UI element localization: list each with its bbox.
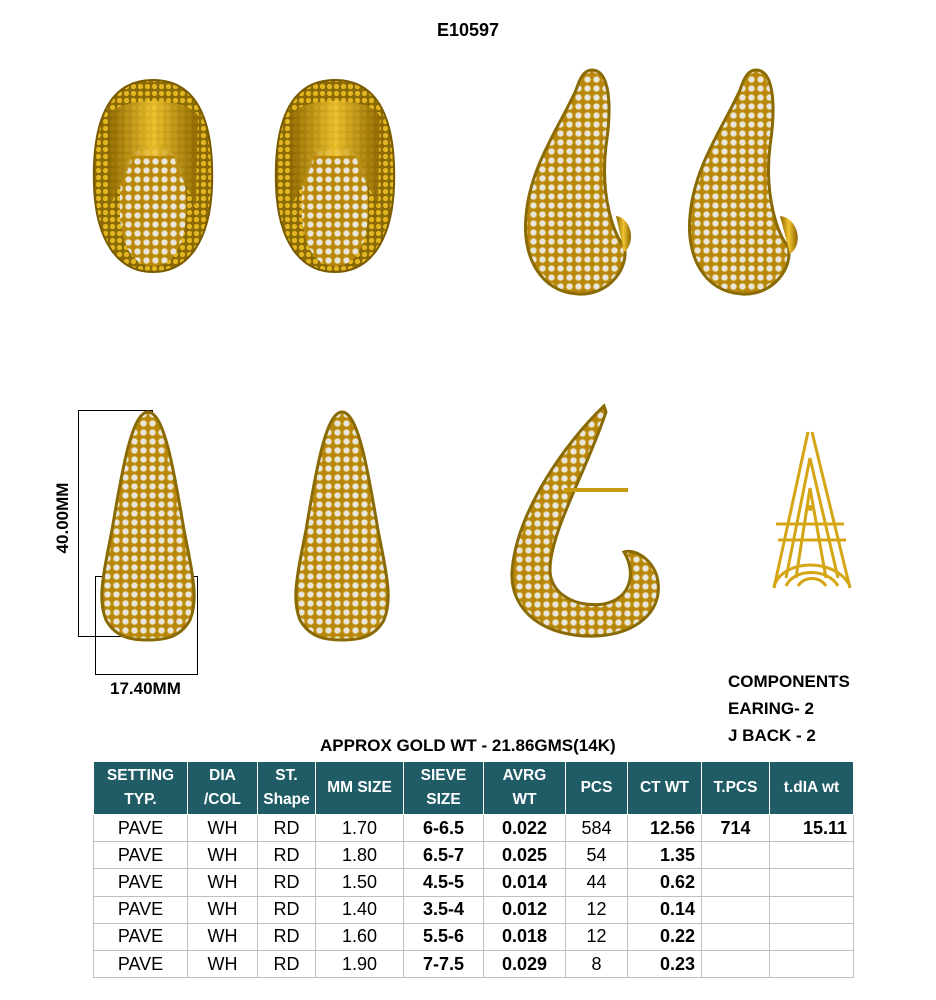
- table-row: [94, 869, 854, 896]
- earring-front-view-right: [270, 76, 400, 274]
- table-cell: 12.56: [628, 815, 702, 842]
- col-header-setting: SETTING TYP.: [94, 762, 188, 815]
- table-cell: WH: [188, 896, 258, 923]
- table-cell: WH: [188, 869, 258, 896]
- table-cell: RD: [258, 815, 316, 842]
- col-header-stone-shape: ST. Shape: [258, 762, 316, 815]
- components-heading: COMPONENTS: [728, 672, 850, 691]
- table-cell: 1.60: [316, 923, 404, 950]
- col-header-total-dia-wt: t.dIA wt: [770, 762, 854, 815]
- table-cell: WH: [188, 842, 258, 869]
- gold-weight-label: APPROX GOLD WT - 21.86GMS(14K): [320, 736, 616, 755]
- col-header-avrg-wt: AVRG WT: [484, 762, 566, 815]
- table-cell: PAVE: [94, 869, 188, 896]
- table-cell: 0.62: [628, 869, 702, 896]
- earring-side-view-left: [520, 66, 640, 298]
- table-header-row: [94, 762, 854, 815]
- table-cell: 0.029: [484, 950, 566, 977]
- table-cell: [770, 842, 854, 869]
- col-header-dia-col: DIA /COL: [188, 762, 258, 815]
- table-cell: 8: [566, 950, 628, 977]
- table-cell: WH: [188, 950, 258, 977]
- table-cell: [702, 896, 770, 923]
- table-cell: 3.5-4: [404, 896, 484, 923]
- table-cell: 1.40: [316, 896, 404, 923]
- table-row: [94, 815, 854, 842]
- table-cell: 0.022: [484, 815, 566, 842]
- table-cell: 0.14: [628, 896, 702, 923]
- design-code-title: E10597: [436, 20, 500, 40]
- table-cell: 6.5-7: [404, 842, 484, 869]
- table-cell: RD: [258, 950, 316, 977]
- table-cell: 0.025: [484, 842, 566, 869]
- table-cell: 54: [566, 842, 628, 869]
- width-dimension-label: 17.40MM: [110, 679, 181, 698]
- component-earring: EARING- 2: [728, 699, 814, 718]
- table-row: [94, 950, 854, 977]
- earring-side-view-right: [684, 66, 808, 298]
- col-header-total-pcs: T.PCS: [702, 762, 770, 815]
- col-header-mm-size: MM SIZE: [316, 762, 404, 815]
- table-cell: [770, 950, 854, 977]
- table-cell: PAVE: [94, 950, 188, 977]
- col-header-pcs: PCS: [566, 762, 628, 815]
- table-cell: PAVE: [94, 842, 188, 869]
- table-cell: 714: [702, 815, 770, 842]
- table-cell: [702, 869, 770, 896]
- table-cell: RD: [258, 896, 316, 923]
- table-cell: 6-6.5: [404, 815, 484, 842]
- table-cell: 7-7.5: [404, 950, 484, 977]
- table-cell: 12: [566, 896, 628, 923]
- table-cell: 5.5-6: [404, 923, 484, 950]
- table-cell: PAVE: [94, 896, 188, 923]
- table-cell: [770, 896, 854, 923]
- table-cell: 4.5-5: [404, 869, 484, 896]
- table-row: [94, 896, 854, 923]
- table-cell: 584: [566, 815, 628, 842]
- table-cell: [702, 842, 770, 869]
- table-cell: 1.80: [316, 842, 404, 869]
- table-cell: 0.012: [484, 896, 566, 923]
- component-j-back: J BACK - 2: [728, 726, 816, 745]
- table-cell: RD: [258, 869, 316, 896]
- table-cell: [770, 923, 854, 950]
- table-row: [94, 842, 854, 869]
- table-cell: WH: [188, 923, 258, 950]
- earring-top-view: [764, 428, 860, 590]
- table-cell: RD: [258, 842, 316, 869]
- components-list: [728, 668, 850, 749]
- earring-j-side-view: [506, 402, 666, 640]
- table-cell: 0.23: [628, 950, 702, 977]
- table-cell: 15.11: [770, 815, 854, 842]
- table-row: [94, 923, 854, 950]
- table-cell: 12: [566, 923, 628, 950]
- table-cell: 1.50: [316, 869, 404, 896]
- table-cell: 1.35: [628, 842, 702, 869]
- table-cell: 44: [566, 869, 628, 896]
- stone-details-table: [93, 761, 854, 978]
- table-cell: 1.90: [316, 950, 404, 977]
- table-cell: WH: [188, 815, 258, 842]
- table-cell: RD: [258, 923, 316, 950]
- table-cell: PAVE: [94, 923, 188, 950]
- earring-front-drop-left: [94, 410, 202, 642]
- table-cell: [702, 923, 770, 950]
- table-cell: 0.014: [484, 869, 566, 896]
- height-dimension-label: [48, 470, 78, 570]
- table-cell: [702, 950, 770, 977]
- table-cell: 0.018: [484, 923, 566, 950]
- table-cell: 0.22: [628, 923, 702, 950]
- earring-front-view-left: [88, 76, 218, 274]
- table-cell: PAVE: [94, 815, 188, 842]
- col-header-ct-wt: CT WT: [628, 762, 702, 815]
- earring-front-drop-right: [288, 410, 396, 642]
- height-dimension-text: 40.00MM: [53, 482, 72, 554]
- table-cell: 1.70: [316, 815, 404, 842]
- table-cell: [770, 869, 854, 896]
- col-header-sieve-size: SIEVE SIZE: [404, 762, 484, 815]
